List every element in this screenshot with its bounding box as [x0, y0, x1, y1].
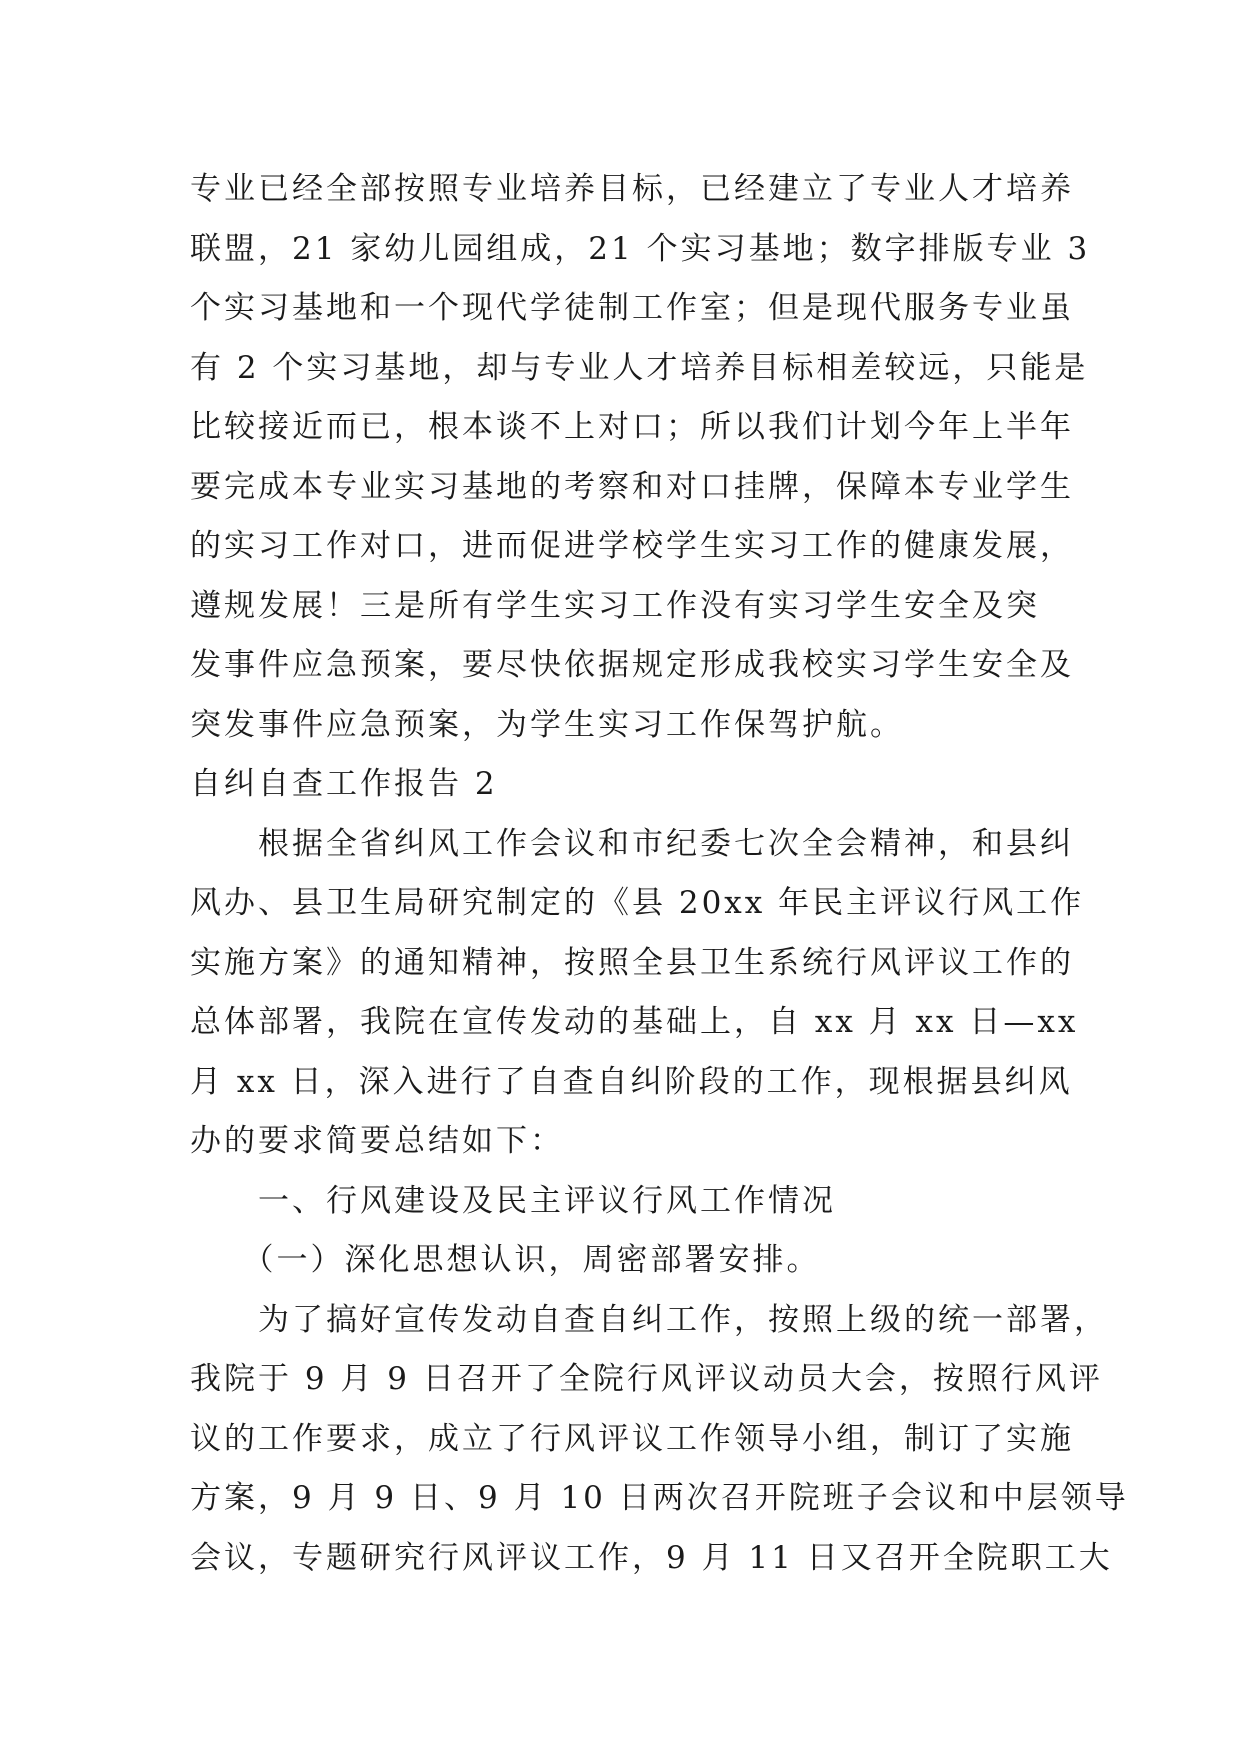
text-line: 要完成本专业实习基地的考察和对口挂牌，保障本专业学生: [190, 468, 1074, 505]
text-line: 风办、县卫生局研究制定的《县 20xx 年民主评议行风工作: [190, 885, 1085, 921]
text-line: 总体部署，我院在宣传发动的基础上，自 xx 月 xx 日—xx: [190, 1004, 1079, 1040]
text-line: 方案，9 月 9 日、9 月 10 日两次召开院班子会议和中层领导: [190, 1480, 1129, 1516]
text-line: 专业已经全部按照专业培养目标，已经建立了专业人才培养: [190, 171, 1074, 207]
text-line: 月 xx 日，深入进行了自查自纠阶段的工作，现根据县纠风: [190, 1063, 1073, 1100]
text-line: 的实习工作对口，进而促进学校学生实习工作的健康发展，: [190, 528, 1074, 564]
text-line: 根据全省纠风工作会议和市纪委七次全会精神，和县纠: [190, 825, 1074, 862]
text-line: 个实习基地和一个现代学徒制工作室；但是现代服务专业虽: [190, 290, 1074, 326]
subsection-heading: 一、行风建设及民主评议行风工作情况: [190, 1182, 836, 1219]
text-line: 比较接近而已，根本谈不上对口；所以我们计划今年上半年: [190, 409, 1074, 445]
text-line: 办的要求简要总结如下：: [190, 1123, 564, 1159]
text-line: 我院于 9 月 9 日召开了全院行风评议动员大会，按照行风评: [190, 1361, 1103, 1397]
text-line: 发事件应急预案，要尽快依据规定形成我校实习学生安全及: [190, 647, 1074, 683]
text-line: 实施方案》的通知精神，按照全县卫生系统行风评议工作的: [190, 944, 1074, 981]
document-body: [190, 160, 1129, 1588]
subsection-heading: （一）深化思想认识，周密部署安排。: [190, 1242, 821, 1278]
text-line: 会议，专题研究行风评议工作，9 月 11 日又召开全院职工大: [190, 1539, 1113, 1576]
text-line: 突发事件应急预案，为学生实习工作保驾护航。: [190, 706, 904, 743]
text-line: 遵规发展！三是所有学生实习工作没有实习学生安全及突: [190, 587, 1040, 624]
text-line: 联盟，21 家幼儿园组成，21 个实习基地；数字排版专业 3: [190, 230, 1091, 267]
text-line: 有 2 个实习基地，却与专业人才培养目标相差较远，只能是: [190, 349, 1089, 386]
text-line: 为了搞好宣传发动自查自纠工作，按照上级的统一部署，: [190, 1301, 1108, 1338]
text-line: 议的工作要求，成立了行风评议工作领导小组，制订了实施: [190, 1420, 1074, 1457]
section-heading: 自纠自查工作报告 2: [190, 766, 498, 802]
